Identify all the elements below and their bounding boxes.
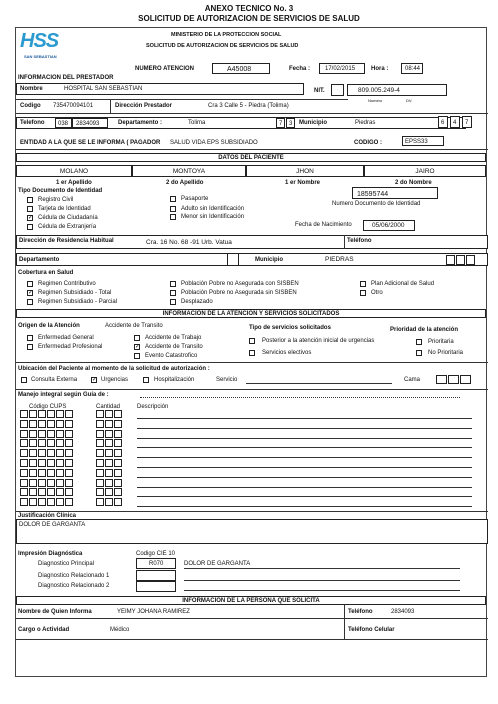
diag-rel2-label: Diagnostico Relacionado 2 (38, 583, 110, 589)
cups-cantidad-cell[interactable] (96, 488, 104, 496)
cups-cantidad-cell[interactable] (114, 410, 122, 418)
ubicacion-option-label: Consulta Externa (31, 377, 78, 383)
cups-descripcion-line[interactable] (137, 418, 472, 419)
prestador-direccion: Cra 3 Calle 5 - Piedra (Tolima) (208, 103, 289, 109)
cups-code-cell[interactable] (65, 479, 73, 487)
diag-principal-code[interactable]: R070 (136, 558, 176, 569)
cups-code-cell[interactable] (56, 479, 64, 487)
cobertura-subsidiado-parcial-checkbox[interactable] (27, 299, 33, 305)
nit-check-box[interactable] (331, 84, 344, 96)
cups-descripcion-line[interactable] (137, 506, 472, 507)
direccion-prestador-label: Dirección Prestador (115, 103, 173, 109)
descripcion-column-header: Descripción (137, 404, 169, 410)
cups-code-cell[interactable] (47, 430, 55, 438)
doc-extranjeria-checkbox[interactable] (27, 224, 33, 230)
fecha-field[interactable]: 17/02/2015 (319, 63, 365, 74)
cups-code-cell[interactable] (38, 449, 46, 457)
cobertura-subsidiado-total-checkbox[interactable]: ✓ (28, 290, 34, 296)
atencion-section-title: INFORMACIÓN DE LA ATENCIÓN Y SERVICIOS SOLICITADOS (16, 309, 486, 318)
cups-code-cell[interactable] (20, 430, 28, 438)
doc-option-label: Adulto sin Identificación (181, 206, 245, 212)
diag-principal-label: Diagnostico Principal (38, 561, 95, 567)
cama-box-1[interactable] (436, 375, 447, 384)
form-subtitle: SOLICITUD DE AUTORIZACION DE SERVICIOS DE SALUD (138, 14, 360, 23)
cups-code-cell[interactable] (38, 420, 46, 428)
tipo-servicio-option-label: Servicios electivos (262, 350, 312, 356)
cups-code-cell[interactable] (20, 488, 28, 496)
cups-cantidad-cell[interactable] (96, 439, 104, 447)
cups-cantidad-cell[interactable] (105, 439, 113, 447)
nombre1-caption: 1 er Nombre (285, 180, 321, 186)
quien-informa-nombre: YEIMY JOHANA RAMIREZ (117, 609, 190, 615)
cups-code-cell[interactable] (47, 410, 55, 418)
cups-code-cell[interactable] (38, 430, 46, 438)
impresion-label: Impresión Diagnóstica (18, 551, 83, 557)
departamento-label: Departamento : (118, 120, 163, 126)
nombre-label: Nombre (20, 86, 43, 92)
cie-label: Codigo CIE 10 (136, 551, 176, 557)
cups-cantidad-cell[interactable] (114, 459, 122, 467)
cups-code-cell[interactable] (47, 488, 55, 496)
cups-code-cell[interactable] (47, 449, 55, 457)
form-subtitle-2: SOLICITUD DE AUTORIZACION DE SERVICIOS DE SALUD (146, 43, 299, 49)
nombre2-caption: 2 do Nombre (395, 180, 432, 186)
diag-principal-desc: DOLOR DE GARGANTA (184, 561, 251, 567)
indicativo-field[interactable]: 038 (55, 118, 72, 128)
solicita-telefono-label: Teléfono (348, 609, 373, 615)
nombre1-field[interactable]: JHON (246, 165, 364, 177)
cups-descripcion-line[interactable] (137, 477, 472, 478)
doc-option-label: Registro Civil (38, 197, 74, 203)
servicio-field-line[interactable] (246, 383, 392, 384)
tipo-doc-label: Tipo Documento de Identidad (18, 188, 103, 194)
cups-code-cell[interactable] (56, 459, 64, 467)
cups-code-cell[interactable] (56, 410, 64, 418)
cups-cantidad-cell[interactable] (105, 469, 113, 477)
origen-accidente-trabajo-checkbox[interactable] (134, 335, 140, 341)
cups-descripcion-line[interactable] (137, 428, 472, 429)
cups-descripcion-line[interactable] (137, 447, 472, 448)
cups-code-cell[interactable] (38, 459, 46, 467)
ministry-label: MINISTERIO DE LA PROTECCION SOCIAL (171, 32, 282, 38)
mun-code-2[interactable]: 4 (450, 116, 460, 128)
cups-descripcion-line[interactable] (137, 438, 472, 439)
cama-box-2[interactable] (448, 375, 459, 384)
cups-code-cell[interactable] (38, 469, 46, 477)
celular-label: Teléfono Celular (348, 627, 395, 633)
cups-code-cell[interactable] (56, 469, 64, 477)
apellido2-caption: 2 do Apellido (166, 180, 204, 186)
cups-code-cell[interactable] (38, 479, 46, 487)
cups-code-cell[interactable] (56, 439, 64, 447)
cups-code-cell[interactable] (56, 420, 64, 428)
diag-rel2-code[interactable] (136, 581, 176, 592)
mun-code-3[interactable]: 7 (462, 116, 472, 128)
cama-box-3[interactable] (460, 375, 471, 384)
cups-cantidad-cell[interactable] (105, 479, 113, 487)
cobertura-label: Cobertura en Salud (18, 270, 74, 276)
codigo-label: Codigo (20, 103, 41, 109)
doc-tarjeta-checkbox[interactable] (27, 206, 33, 212)
cobertura-desplazado-checkbox[interactable] (170, 299, 176, 305)
cups-code-cell[interactable] (56, 449, 64, 457)
cups-code-cell[interactable] (38, 488, 46, 496)
tipo-servicio-option-label: Posterior a la atención inicial de urgencias (262, 338, 375, 344)
cups-code-cell[interactable] (56, 430, 64, 438)
servicio-electivo-checkbox[interactable] (249, 350, 255, 356)
numero-caption: Numero (368, 98, 383, 103)
cups-code-cell[interactable] (65, 449, 73, 457)
cargo-value: Médico (110, 627, 130, 633)
departamento-paciente-label: Departamento (19, 257, 60, 263)
doc-adulto-checkbox[interactable] (170, 206, 176, 212)
cups-code-cell[interactable] (65, 498, 73, 506)
cama-label: Cama (404, 377, 421, 383)
municipio-paciente: PIEDRAS (325, 256, 354, 263)
telefono-field[interactable]: 2834093 (72, 118, 108, 128)
prioridad-prioritaria-checkbox[interactable] (416, 339, 422, 345)
cobertura-option-label: Plan Adicional de Salud (371, 281, 435, 287)
origen-option-label: Enfermedad General (38, 335, 94, 341)
cups-code-cell[interactable] (47, 469, 55, 477)
cups-code-cell[interactable] (20, 410, 28, 418)
cups-code-cell[interactable] (47, 459, 55, 467)
servicio-posterior-checkbox[interactable] (249, 338, 255, 344)
cups-code-cell[interactable] (47, 479, 55, 487)
cups-code-cell[interactable] (29, 439, 37, 447)
cups-cantidad-cell[interactable] (96, 449, 104, 457)
nombre2-field[interactable]: JAIRO (364, 165, 486, 177)
doc-registro-civil-checkbox[interactable] (27, 197, 33, 203)
doc-menor-checkbox[interactable] (170, 214, 176, 220)
cups-code-cell[interactable] (20, 459, 28, 467)
doc-option-label: Cédula de Ciudadanía (38, 215, 98, 221)
cups-column-header: Código CUPS (29, 404, 67, 410)
diag-rel1-label: Diagnostico Relacionado 1 (38, 573, 110, 579)
telefono-label: Telefono (20, 120, 45, 126)
cups-cantidad-cell[interactable] (114, 488, 122, 496)
dep-paciente-box[interactable] (227, 253, 239, 266)
prioridad-no-prioritaria-checkbox[interactable] (416, 350, 422, 356)
numero-doc-field[interactable]: 18595744 (352, 187, 438, 199)
cups-code-cell[interactable] (38, 439, 46, 447)
cups-code-cell[interactable] (20, 469, 28, 477)
origen-label: Origen de la Atención (18, 323, 80, 329)
direccion-residencia: Cra. 16 No. 68 -91 Urb. Vatua (146, 239, 232, 246)
cups-code-cell[interactable] (29, 430, 37, 438)
telefono-paciente-label: Teléfono (347, 238, 372, 244)
fecha-nac-label: Fecha de Nacimiento (295, 222, 352, 228)
ubicacion-hospitalizacion-checkbox[interactable] (143, 377, 149, 383)
hospital-logo: HSS SAN SEBASTIAN (20, 30, 59, 59)
doc-cedula-checkbox[interactable]: ✓ (28, 215, 34, 221)
cups-code-cell[interactable] (65, 469, 73, 477)
apellido1-field[interactable]: MOLANO (16, 165, 132, 177)
cups-descripcion-line[interactable] (137, 467, 472, 468)
cobertura-option-label: Regimen Subsidiado - Parcial (38, 299, 118, 305)
ubicacion-consulta-checkbox[interactable] (21, 377, 27, 383)
servicio-label: Servicio (216, 377, 238, 383)
solicita-section-title: INFORMACION DE LA PERSONA QUE SOLICITA (16, 596, 486, 605)
cobertura-contributivo-checkbox[interactable] (27, 281, 33, 287)
accidente-transito-header: Accidente de Transito (105, 323, 163, 329)
cups-code-cell[interactable] (20, 420, 28, 428)
cups-code-cell[interactable] (29, 420, 37, 428)
ubicacion-option-label: Hospitalización (154, 377, 195, 383)
cups-code-cell[interactable] (56, 488, 64, 496)
cups-cantidad-cell[interactable] (96, 479, 104, 487)
cups-code-cell[interactable] (29, 449, 37, 457)
direccion-residencia-label: Dirección de Residencia Habitual (19, 238, 114, 244)
diag-rel1-code[interactable] (136, 570, 176, 581)
hora-field[interactable]: 08:44 (401, 63, 423, 74)
cups-cantidad-cell[interactable] (105, 498, 113, 506)
cups-cantidad-cell[interactable] (96, 410, 104, 418)
cups-code-cell[interactable] (47, 498, 55, 506)
solicita-telefono: 2834093 (391, 609, 415, 615)
prestador-nombre-row (16, 83, 304, 95)
cups-cantidad-cell[interactable] (114, 430, 122, 438)
nit-field[interactable]: 809.005.249-4 (347, 84, 447, 96)
cups-cantidad-cell[interactable] (114, 420, 122, 428)
mun-paciente-code-1[interactable] (446, 255, 455, 265)
cobertura-option-label: Población Pobre no Asegurada sin SISBEN (181, 290, 297, 296)
tipo-servicios-label: Tipo de servicios solicitados (249, 325, 331, 331)
justificacion-field[interactable]: DOLOR DE GARGANTA (16, 519, 488, 544)
cups-cantidad-cell[interactable] (105, 420, 113, 428)
quien-informa-label: Nombre de Quien Informa (18, 609, 92, 615)
cups-code-cell[interactable] (29, 469, 37, 477)
cups-cantidad-cell[interactable] (114, 469, 122, 477)
codigo-entidad-label: CODIGO : (354, 140, 382, 146)
cups-code-cell[interactable] (65, 410, 73, 418)
form-title: ANEXO TECNICO No. 3 (204, 4, 294, 13)
cups-cantidad-cell[interactable] (105, 459, 113, 467)
origen-option-label: Evento Catastrofico (145, 353, 198, 359)
cobertura-con-sisben-checkbox[interactable] (170, 281, 176, 287)
dv-caption: DV. (406, 98, 413, 103)
doc-option-label: Cédula de Extranjería (38, 224, 97, 230)
cups-code-cell[interactable] (20, 449, 28, 457)
cups-code-cell[interactable] (56, 498, 64, 506)
cups-cantidad-cell[interactable] (105, 488, 113, 496)
nit-label: NIT. (314, 88, 325, 94)
mun-code-1[interactable]: 6 (438, 116, 448, 128)
cargo-label: Cargo o Actividad (18, 627, 70, 633)
prioridad-option-label: No Prioritaria (428, 350, 464, 356)
cobertura-sin-sisben-checkbox[interactable] (170, 290, 176, 296)
cobertura-option-label: Población Pobre no Asegurada con SISBEN (181, 281, 299, 287)
origen-accidente-transito-checkbox[interactable]: ✓ (135, 344, 141, 350)
cups-code-cell[interactable] (65, 459, 73, 467)
cups-cantidad-cell[interactable] (114, 439, 122, 447)
cobertura-otro-checkbox[interactable] (360, 290, 366, 296)
ubicacion-label: Ubicación del Paciente al momento de la solicitud de autorización : (18, 366, 210, 372)
prioridad-label: Prioridad de la atención (390, 327, 459, 333)
prestador-section-title: INFORMACION DEL PRESTADOR (18, 75, 114, 81)
cups-cantidad-cell[interactable] (105, 410, 113, 418)
cups-code-cell[interactable] (47, 439, 55, 447)
numero-atencion-label: NUMERO ATENCION (135, 66, 194, 72)
cups-descripcion-line[interactable] (137, 457, 472, 458)
numero-atencion-field[interactable]: A45008 (212, 63, 270, 74)
cobertura-option-label: Desplazado (181, 299, 213, 305)
cobertura-option-label: Regimen Contributivo (38, 281, 96, 287)
cups-code-cell[interactable] (29, 479, 37, 487)
mun-paciente-code-2[interactable] (456, 255, 465, 265)
cups-code-cell[interactable] (20, 439, 28, 447)
doc-pasaporte-checkbox[interactable] (170, 196, 176, 202)
cups-cantidad-cell[interactable] (114, 498, 122, 506)
origen-enfermedad-profesional-checkbox[interactable] (27, 344, 33, 350)
cups-code-cell[interactable] (29, 410, 37, 418)
cobertura-option-label: Otro (371, 290, 383, 296)
apellido1-caption: 1 er Apellido (56, 180, 92, 186)
prioridad-option-label: Prioritaria (428, 339, 454, 345)
ubicacion-option-label: Urgencias (101, 377, 129, 383)
cups-code-cell[interactable] (47, 420, 55, 428)
origen-option-label: Accidente de Trabajo (145, 335, 202, 341)
cups-cantidad-cell[interactable] (96, 420, 104, 428)
cups-cantidad-cell[interactable] (114, 479, 122, 487)
fecha-label: Fecha : (289, 66, 311, 72)
entidad-value: SALUD VIDA EPS SUBSIDIADO (170, 140, 258, 146)
ubicacion-paciente-row (16, 253, 488, 266)
cobertura-plan-adicional-checkbox[interactable] (360, 281, 366, 287)
cups-cantidad-cell[interactable] (96, 469, 104, 477)
codigo-entidad-field[interactable]: EPSS33 (402, 136, 444, 146)
cups-code-cell[interactable] (65, 488, 73, 496)
origen-option-label: Enfermedad Profesional (38, 344, 103, 350)
cups-cantidad-cell[interactable] (96, 430, 104, 438)
cups-code-cell[interactable] (38, 410, 46, 418)
cups-code-cell[interactable] (20, 498, 28, 506)
origen-enfermedad-general-checkbox[interactable] (27, 335, 33, 341)
cups-code-cell[interactable] (20, 479, 28, 487)
municipio-label: Municipio (299, 120, 327, 126)
municipio-paciente-label: Municipio (255, 257, 283, 263)
hora-label: Hora : (371, 66, 389, 72)
prestador-codigo: 735470094101 (53, 103, 94, 109)
doc-option-label: Tarjeta de Identidad (38, 206, 91, 212)
dep-code-1[interactable]: 7 (276, 118, 285, 128)
prestador-nombre: HOSPITAL SAN SEBASTIAN (64, 86, 143, 92)
fecha-nac-field[interactable]: 05/06/2000 (363, 220, 415, 231)
ubicacion-urgencias-checkbox[interactable]: ✓ (92, 377, 98, 383)
paciente-section-title: DATOS DEL PACIENTE (16, 153, 486, 162)
cups-cantidad-cell[interactable] (96, 498, 104, 506)
origen-evento-catastrofico-checkbox[interactable] (134, 353, 140, 359)
prestador-departamento: Tolima (188, 120, 206, 126)
manejo-label: Manejo integral según Guía de : (18, 392, 109, 398)
cobertura-option-label: Regimen Subsidiado - Total (38, 290, 112, 296)
cups-cantidad-cell[interactable] (105, 449, 113, 457)
entidad-label: ENTIDAD A LA QUE SE LE INFORMA ( PAGADOR (20, 140, 161, 146)
cups-code-cell[interactable] (29, 498, 37, 506)
doc-option-label: Menor sin Identificación (181, 214, 245, 220)
cups-cantidad-cell[interactable] (105, 430, 113, 438)
apellido2-field[interactable]: MONTOYA (132, 165, 246, 177)
cups-code-cell[interactable] (65, 430, 73, 438)
cups-descripcion-line[interactable] (137, 496, 472, 497)
justificacion-label: Justificación Clínica (18, 513, 77, 519)
numero-doc-caption: Numero Documento de Identidad (332, 201, 421, 207)
prestador-municipio: Piedras (355, 120, 376, 126)
cantidad-column-header: Cantidad (96, 404, 121, 410)
dep-code-2[interactable]: 3 (286, 118, 295, 128)
doc-option-label: Pasaporte (181, 196, 209, 202)
cups-cantidad-cell[interactable] (114, 449, 122, 457)
cups-code-cell[interactable] (65, 420, 73, 428)
cups-code-cell[interactable] (29, 459, 37, 467)
origen-option-label: Accidente de Transito (145, 344, 203, 350)
cups-code-cell[interactable] (29, 488, 37, 496)
mun-paciente-code-3[interactable] (466, 255, 475, 265)
cups-descripcion-line[interactable] (137, 487, 472, 488)
cups-code-cell[interactable] (65, 439, 73, 447)
cups-cantidad-cell[interactable] (96, 459, 104, 467)
cups-code-cell[interactable] (38, 498, 46, 506)
